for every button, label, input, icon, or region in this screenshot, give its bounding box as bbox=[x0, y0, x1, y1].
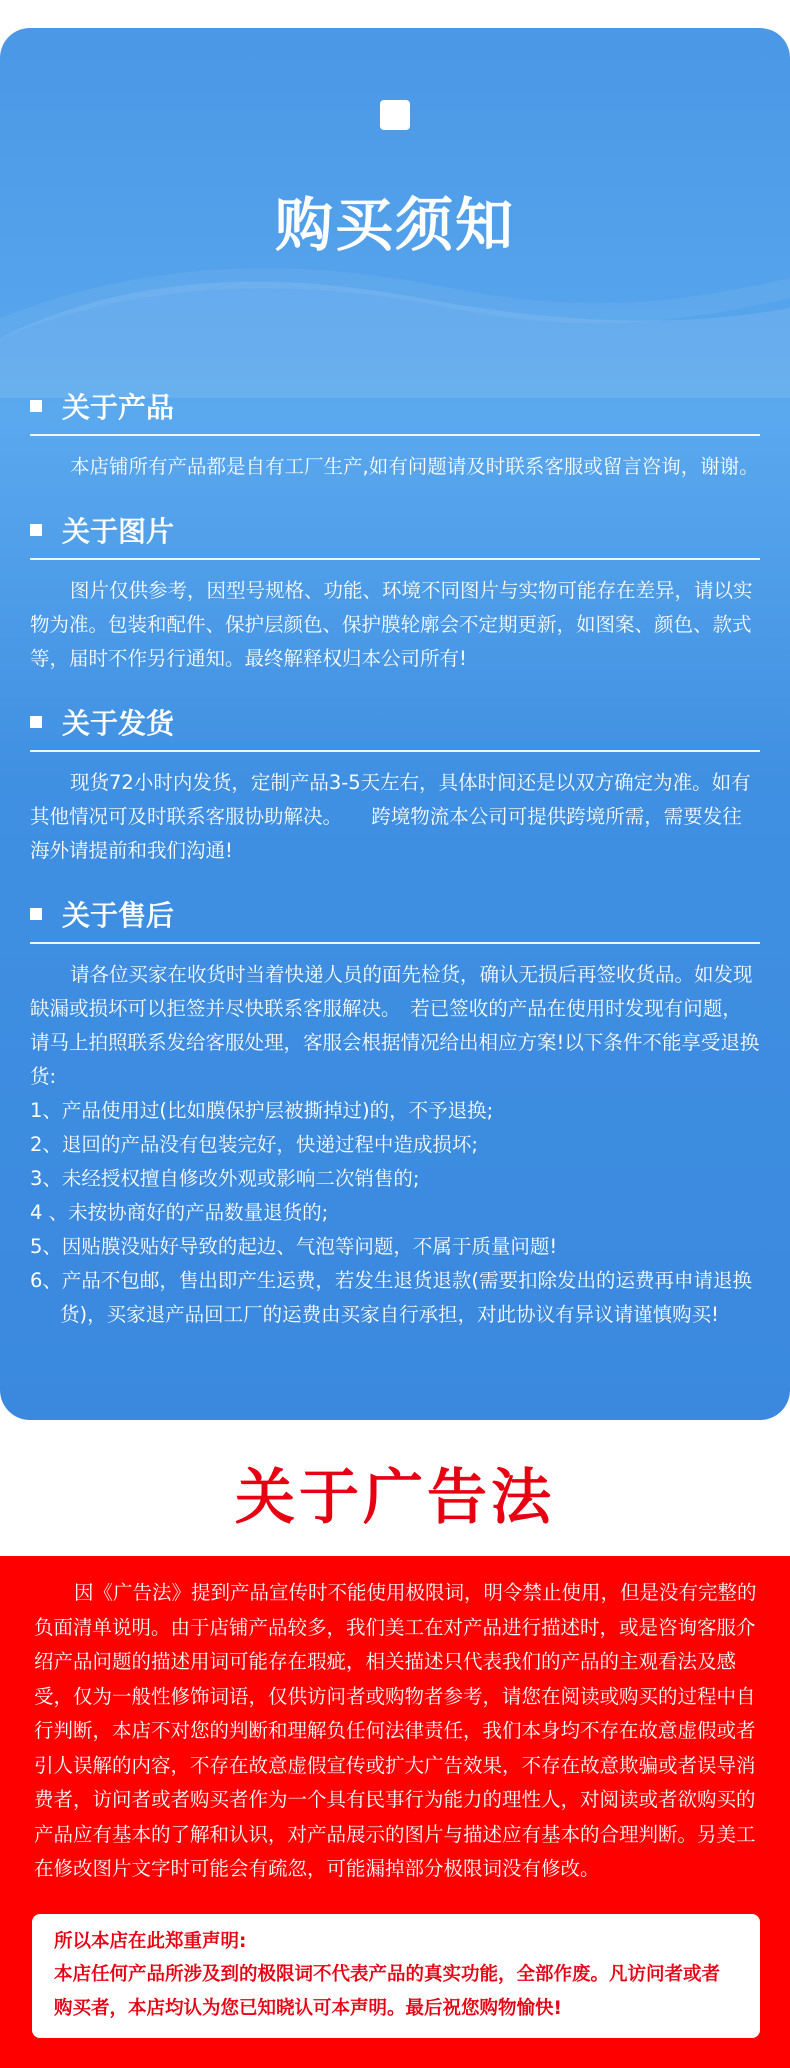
list-item: 5、因贴膜没贴好导致的起边、气泡等问题，不属于质量问题! bbox=[30, 1235, 558, 1258]
statement-box bbox=[32, 1914, 760, 2038]
section-title: 关于售后 bbox=[62, 899, 175, 932]
square-icon bbox=[380, 100, 410, 130]
list-item: 6、产品不包邮，售出即产生运费，若发生退货退款(需要扣除发出的运费再申请退换货)，买家退产品回工厂的运费由买家自行承担，对此协议有异议请谨慎购买! bbox=[30, 1269, 753, 1326]
section-title: 关于产品 bbox=[62, 391, 175, 424]
ad-law-panel bbox=[0, 1556, 790, 2068]
bullet-icon bbox=[30, 524, 42, 536]
section-title: 关于发货 bbox=[62, 707, 175, 740]
section-title: 关于图片 bbox=[62, 515, 175, 548]
section-body: 请各位买家在收货时当着快递人员的面先检货，确认无损后再签收货品。如发现缺漏或损坏可以拒签并尽快联系客服解决。 若已签收的产品在使用时发现有问题，请马上拍照联系发给客服处理，客服会根据情况给出相应方案!以下条件不能享受退换货: bbox=[30, 963, 760, 1088]
section-divider bbox=[30, 558, 760, 560]
section-body: 现货72小时内发货，定制产品3-5天左右，具体时间还是以双方确定为准。如有其他情况可及时联系客服协助解决。 跨境物流本公司可提供跨境所需，需要发往海外请提前和我们沟通! bbox=[30, 771, 751, 862]
bullet-icon bbox=[30, 716, 42, 728]
ad-law-body: 因《广告法》提到产品宣传时不能使用极限词，明令禁止使用，但是没有完整的负面清单说明。由于店铺产品较多，我们美工在对产品进行描述时，或是咨询客服介绍产品问题的描述用词可能存在瑕疵，相关描述只代表我们的产品的主观看法及感受，仅为一般性修饰词语，仅供访问者或购物者参考，请您在阅读或购买的过程中自行判断，本店不对您的判断和理解负任何法律责任，我们本身均不存在故意虚假或者引人误解的内容，不存在故意虚假宣传或扩大广告效果，不存在故意欺骗或者误导消费者，访问者或者购买者作为一个具有民事行为能力的理性人，对阅读或者欲购买的产品应有基本的了解和认识，对产品展示的图片与描述应有基本的合理判断。另美工在修改图片文字时可能会有疏忽，可能漏掉部分极限词没有修改。 bbox=[34, 1581, 757, 1880]
wave-decoration bbox=[0, 258, 790, 398]
section-divider bbox=[30, 434, 760, 436]
bullet-icon bbox=[30, 400, 42, 412]
purchase-notice-card bbox=[0, 28, 790, 1420]
list-item: 4 、未按协商好的产品数量退货的; bbox=[30, 1201, 329, 1224]
return-conditions-list bbox=[30, 1094, 760, 1332]
ad-law-title: 关于广告法 bbox=[235, 1463, 555, 1533]
section-divider bbox=[30, 750, 760, 752]
statement-text: 本店任何产品所涉及到的极限词不代表产品的真实功能，全部作废。凡访问者或者购买者，本店均认为您已知晓认可本声明。最后祝您购物愉快! bbox=[54, 1964, 721, 2019]
section-product bbox=[30, 388, 760, 484]
list-item: 2、退回的产品没有包装完好，快递过程中造成损坏; bbox=[30, 1133, 478, 1156]
statement-label: 所以本店在此郑重声明: bbox=[54, 1931, 247, 1952]
bullet-icon bbox=[30, 908, 42, 920]
section-shipping bbox=[30, 704, 760, 868]
section-images bbox=[30, 512, 760, 676]
section-body: 图片仅供参考，因型号规格、功能、环境不同图片与实物可能存在差异，请以实物为准。包装和配件、保护层颜色、保护膜轮廓会不定期更新，如图案、颜色、款式等，届时不作另行通知。最终解释权归本公司所有! bbox=[30, 579, 753, 670]
section-body: 本店铺所有产品都是自有工厂生产,如有问题请及时联系客服或留言咨询，谢谢。 bbox=[70, 455, 759, 478]
section-divider bbox=[30, 942, 760, 944]
list-item: 3、未经授权擅自修改外观或影响二次销售的; bbox=[30, 1167, 420, 1190]
list-item: 1、产品使用过(比如膜保护层被撕掉过)的，不予退换; bbox=[30, 1099, 494, 1122]
section-after-sales bbox=[30, 896, 760, 1332]
page-title: 购买须知 bbox=[274, 191, 515, 259]
